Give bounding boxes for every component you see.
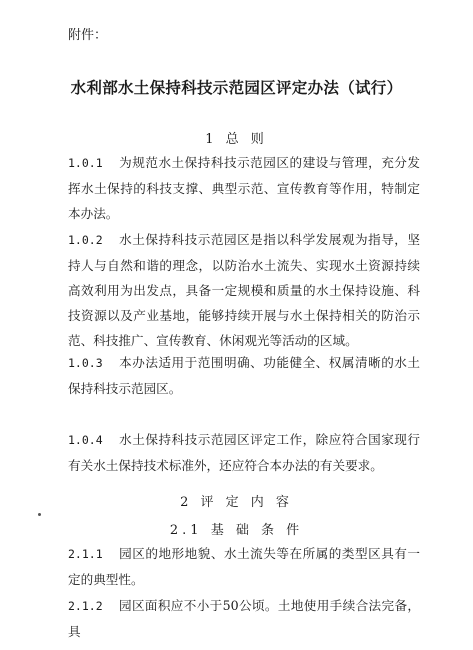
clause-1-0-3 [68, 350, 420, 401]
clause-2-1-2 [68, 593, 420, 644]
clause-number: 1.0.3 [68, 356, 103, 370]
clause-text: 水土保持科技示范园区评定工作，除应符合国家现行有关水土保持技术标准外，还应符合本办法的有关要求。 [68, 432, 420, 473]
clause-number: 1.0.2 [68, 233, 103, 247]
attachment-label: 附件： [68, 28, 108, 43]
clause-text: 本办法适用于范围明确、功能健全、权属清晰的水土保持科技示范园区。 [68, 355, 420, 396]
clause-number: 1.0.1 [68, 156, 103, 170]
section-2-heading: 2 评 定 内 容 [180, 495, 293, 510]
clause-text: 水土保持科技示范园区是指以科学发展观为指导，坚持人与自然和谐的理念，以防治水土流失、实现水土资源持续高效利用为出发点，具备一定规模和质量的水土保持设施、科技资源以及产业基地，能够持续开展与水土保持相关的防治示范、科技推广、宣传教育、休闲观光等活动的区域。 [68, 232, 420, 348]
clause-1-0-2 [68, 227, 420, 353]
clause-1-0-1 [68, 150, 420, 226]
section-1-heading: 1 总 则 [205, 132, 268, 147]
section-2-1-heading: 2.1 基 础 条 件 [169, 523, 304, 538]
clause-2-1-1 [68, 541, 420, 592]
clause-number: 1.0.4 [68, 433, 103, 447]
clause-text: 园区的地形地貌、水土流失等在所属的类型区具有一定的典型性。 [68, 546, 420, 587]
clause-number: 2.1.1 [68, 547, 103, 561]
clause-1-0-4 [68, 427, 420, 478]
scan-speck [38, 513, 41, 516]
clause-text: 园区面积应不小于50公顷。土地使用手续合法完备，具 [68, 598, 420, 639]
clause-text: 为规范水土保持科技示范园区的建设与管理，充分发挥水土保持的科技支撑、典型示范、宣传教育等作用，特制定本办法。 [68, 155, 420, 221]
document-title: 水利部水土保持科技示范园区评定办法（试行） [70, 78, 403, 97]
clause-number: 2.1.2 [68, 599, 103, 613]
